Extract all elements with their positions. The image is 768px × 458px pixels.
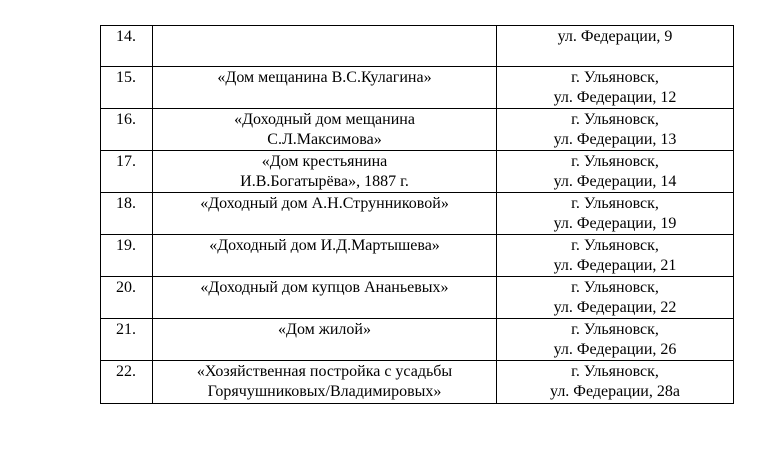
row-number-cell <box>101 109 153 151</box>
object-name-cell <box>153 235 497 277</box>
row-number-cell <box>101 67 153 109</box>
address-line: ул. Федерации, 9 <box>557 28 673 45</box>
address <box>497 319 733 360</box>
object-name-line: «Дом крестьянина <box>261 153 388 170</box>
object-name <box>153 235 496 256</box>
row-number-cell <box>101 193 153 235</box>
row-number-cell <box>101 319 153 361</box>
object-name-line: «Доходный дом мещанина <box>234 111 415 128</box>
row-number: 17. <box>116 153 136 170</box>
address <box>497 193 733 234</box>
object-name-cell <box>153 361 497 404</box>
address-line: ул. Федерации, 21 <box>553 257 677 274</box>
address-line: г. Ульяновск, <box>571 153 659 170</box>
address-cell <box>497 277 734 319</box>
address-line: г. Ульяновск, <box>571 111 659 128</box>
address-cell <box>497 109 734 151</box>
address-line: ул. Федерации, 12 <box>553 89 677 106</box>
row-number-cell <box>101 277 153 319</box>
address-line: г. Ульяновск, <box>571 69 659 86</box>
address-line: г. Ульяновск, <box>571 321 659 338</box>
table-body <box>101 26 734 404</box>
address <box>497 235 733 276</box>
object-name-line: Горячушниковых/Владимировых» <box>207 383 442 400</box>
object-name-cell <box>153 193 497 235</box>
object-name <box>153 26 496 27</box>
row-number: 18. <box>116 195 136 212</box>
address <box>497 151 733 192</box>
row-number: 19. <box>116 237 136 254</box>
address <box>497 67 733 108</box>
table-row <box>101 361 734 404</box>
address <box>497 109 733 150</box>
row-number: 21. <box>116 321 136 338</box>
address-line: ул. Федерации, 28а <box>550 383 680 400</box>
address-cell <box>497 235 734 277</box>
table-row <box>101 235 734 277</box>
object-name <box>153 277 496 298</box>
address-cell <box>497 319 734 361</box>
object-name-line: «Доходный дом А.Н.Струнниковой» <box>200 195 449 212</box>
address <box>497 361 733 402</box>
object-name <box>153 361 496 402</box>
address-line: г. Ульяновск, <box>571 363 659 380</box>
row-number: 14. <box>116 28 136 45</box>
object-name-line: «Хозяйственная постройка с усадьбы <box>196 363 453 380</box>
row-number: 15. <box>116 69 136 86</box>
row-number-cell <box>101 26 153 67</box>
row-number-cell <box>101 235 153 277</box>
table-row <box>101 151 734 193</box>
address-line: г. Ульяновск, <box>571 195 659 212</box>
object-name-line: И.В.Богатырёва», 1887 г. <box>240 173 409 190</box>
address <box>497 26 733 47</box>
object-name-line: С.Л.Максимова» <box>267 131 382 148</box>
object-name-cell <box>153 151 497 193</box>
object-name <box>153 319 496 340</box>
address-cell <box>497 67 734 109</box>
address-cell <box>497 151 734 193</box>
row-number-cell <box>101 361 153 404</box>
table-row <box>101 67 734 109</box>
object-name <box>153 193 496 214</box>
object-name-line: «Доходный дом И.Д.Мартышева» <box>209 237 440 254</box>
table-row <box>101 26 734 67</box>
address-line: ул. Федерации, 19 <box>553 215 677 232</box>
object-name-cell <box>153 109 497 151</box>
object-name-cell <box>153 319 497 361</box>
table-row <box>101 193 734 235</box>
object-name-line: «Доходный дом купцов Ананьевых» <box>200 279 449 296</box>
row-number: 16. <box>116 111 136 128</box>
object-name <box>153 151 496 192</box>
table-row <box>101 319 734 361</box>
table-row <box>101 109 734 151</box>
object-name-cell <box>153 26 497 67</box>
row-number-cell <box>101 151 153 193</box>
address-line: ул. Федерации, 22 <box>553 299 677 316</box>
address-line: г. Ульяновск, <box>571 279 659 296</box>
object-name <box>153 67 496 88</box>
object-name-cell <box>153 277 497 319</box>
address-line: ул. Федерации, 26 <box>553 341 677 358</box>
address-line: ул. Федерации, 13 <box>553 131 677 148</box>
object-name-cell <box>153 67 497 109</box>
address-cell <box>497 361 734 404</box>
object-name-line: «Дом жилой» <box>278 321 371 338</box>
address-cell <box>497 26 734 67</box>
address <box>497 277 733 318</box>
row-number: 22. <box>116 363 136 380</box>
object-name <box>153 109 496 150</box>
address-line: ул. Федерации, 14 <box>553 173 677 190</box>
address-cell <box>497 193 734 235</box>
object-name-line: «Дом мещанина В.С.Кулагина» <box>217 69 432 86</box>
row-number: 20. <box>116 279 136 296</box>
address-line: г. Ульяновск, <box>571 237 659 254</box>
monuments-table <box>100 25 734 404</box>
table-row <box>101 277 734 319</box>
